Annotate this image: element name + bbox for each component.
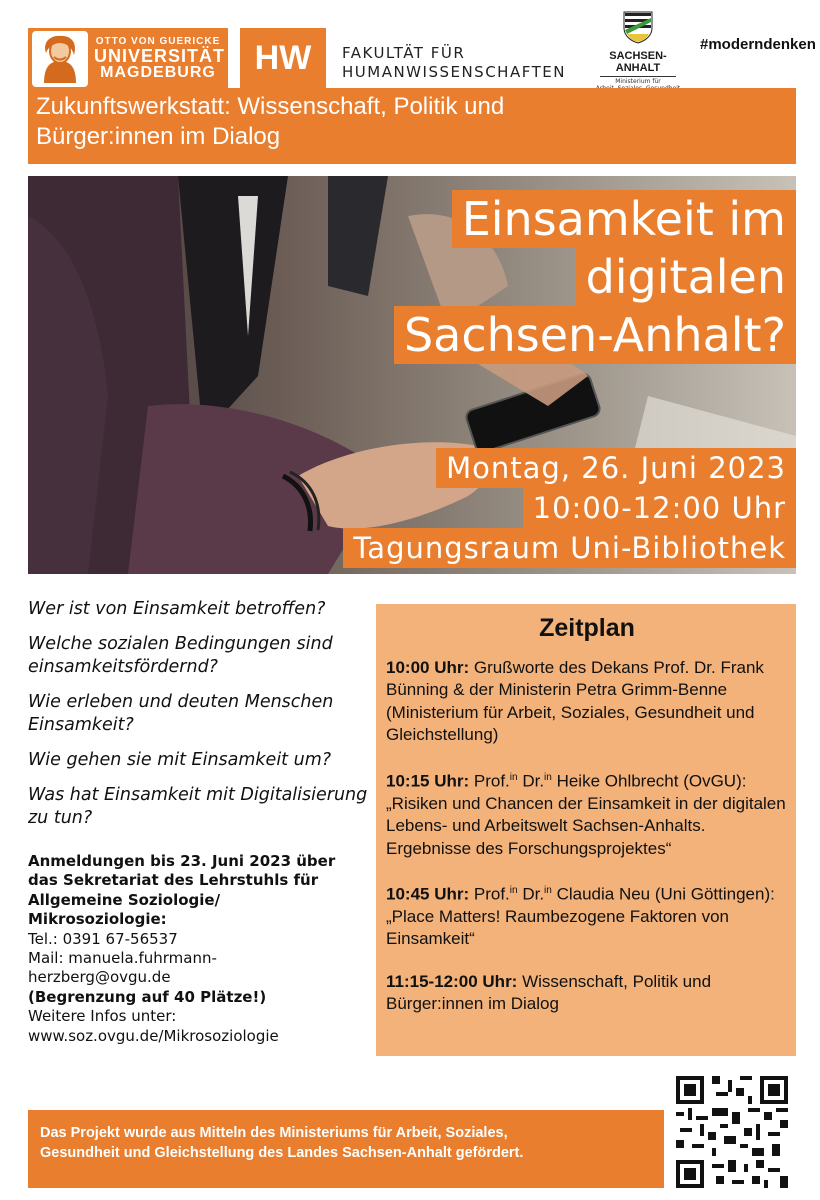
event-series-banner [28,88,796,164]
uni-logo-line2: UNIVERSITÄT [94,46,226,66]
entry-1-text: Grußworte des Dekans Prof. Dr. Frank Bünning & der Ministerin Petra Grimm-Benne (Ministerium für Arbeit, Soziales, Gesundheit und Gleichstellung) [386,658,764,745]
entry-1-time: 10:00 Uhr: [386,658,470,677]
more-info-link[interactable]: www.soz.ovgu.de/Mikrosoziologie [28,1026,279,1045]
banner-line2: Bürger:innen im Dialog [36,123,281,150]
guiding-questions [28,598,368,842]
schedule-entry-3 [386,880,788,951]
hw-logo: HW [240,28,326,88]
schedule-entry-1 [386,657,788,747]
coat-of-arms-icon [621,10,655,44]
registration-mail-2[interactable]: herzberg@ovgu.de [28,968,171,987]
more-info-label: Weitere Infos unter: [28,1007,177,1026]
entry-3-prof: Prof. [473,884,510,904]
entry-2-text: Heike Ohlbrecht (OvGU): „Risiken und Chancen der Einsamkeit in der digitalen Lebens- und Arbeitswelt Sachsen-Anhalts. Ergebnisse des Forschungsprojektes“ [386,771,786,858]
question-4: Wie gehen sie mit Einsamkeit um? [28,750,332,770]
question-1: Wer ist von Einsamkeit betroffen? [28,599,326,619]
schedule-box [376,604,796,1056]
registration-phone: Tel.: 0391 67-56537 [28,929,178,948]
qr-code-icon[interactable] [676,1076,788,1188]
faculty-line1: FAKULTÄT FÜR [342,44,466,62]
entry-4-time: 11:15-12:00 Uhr: [386,971,518,991]
entry-3-dr-sup: in [544,884,552,896]
registration-info [28,852,368,1046]
entry-3-text: Claudia Neu (Uni Göttingen): „Place Matters! Raumbezogene Faktoren von Einsamkeit“ [386,884,775,949]
event-details [343,448,796,568]
funding-notice [28,1110,664,1188]
banner-line1: Zukunftswerkstatt: Wissenschaft, Politik und [36,93,505,120]
state-logo-divider [600,76,676,77]
registration-line3: Allgemeine Soziologie/ [28,890,221,909]
question-2: Welche sozialen Bedingungen sind einsamkeitsfördernd? [28,634,333,677]
faculty-line2: HUMANWISSENSCHAFTEN [342,62,566,81]
title-line-1: Einsamkeit im [452,190,796,248]
schedule-entry-2 [386,767,788,860]
guericke-portrait-icon [32,31,88,87]
entry-3-time: 10:45 Uhr: [386,884,470,904]
event-venue: Tagungsraum Uni-Bibliothek [343,528,796,568]
entry-2-dr-sup: in [544,771,552,783]
entry-3-prof-sup: in [509,884,518,896]
entry-2-dr: Dr. [522,771,545,791]
hashtag-moderndenken: #moderndenken [700,36,816,53]
event-time: 10:00-12:00 Uhr [523,488,796,528]
entry-3-dr: Dr. [522,884,545,904]
schedule-title: Zeitplan [539,614,635,642]
title-line-2: digitalen [576,248,796,306]
funding-line1: Das Projekt wurde aus Mitteln des Ministeriums für Arbeit, Soziales, [40,1125,508,1141]
question-3: Wie erleben und deuten Menschen Einsamkeit? [28,692,334,735]
registration-limit: (Begrenzung auf 40 Plätze!) [28,987,267,1006]
ministry-line1: Ministerium für [615,78,661,85]
uni-logo-line3: MAGDEBURG [100,64,216,81]
registration-line2: das Sekretariat des Lehrstuhls für [28,871,319,890]
entry-4-text: Wissenschaft, Politik und Bürger:innen im Dialog [386,971,712,1014]
schedule-entry-4 [386,971,788,1016]
sachsen-anhalt-logo [588,10,688,100]
registration-mail-1[interactable]: Mail: manuela.fuhrmann- [28,949,217,968]
entry-2-prof-sup: in [509,771,518,783]
entry-2-time: 10:15 Uhr: [386,771,470,791]
university-logo [28,28,228,90]
title-line-3: Sachsen-Anhalt? [394,306,796,364]
state-name: SACHSEN-ANHALT [609,50,667,74]
uni-logo-line1: OTTO VON GUERICKE [95,36,221,47]
entry-2-prof: Prof. [473,771,510,791]
event-date: Montag, 26. Juni 2023 [436,448,796,488]
event-title [394,190,796,364]
registration-line4: Mikrosoziologie: [28,910,167,929]
registration-line1: Anmeldungen bis 23. Juni 2023 über [28,852,336,870]
funding-line2: Gesundheit und Gleichstellung des Landes Sachsen-Anhalt gefördert. [40,1145,524,1161]
question-5: Was hat Einsamkeit mit Digitalisierung zu tun? [28,785,368,828]
faculty-name [342,44,566,82]
